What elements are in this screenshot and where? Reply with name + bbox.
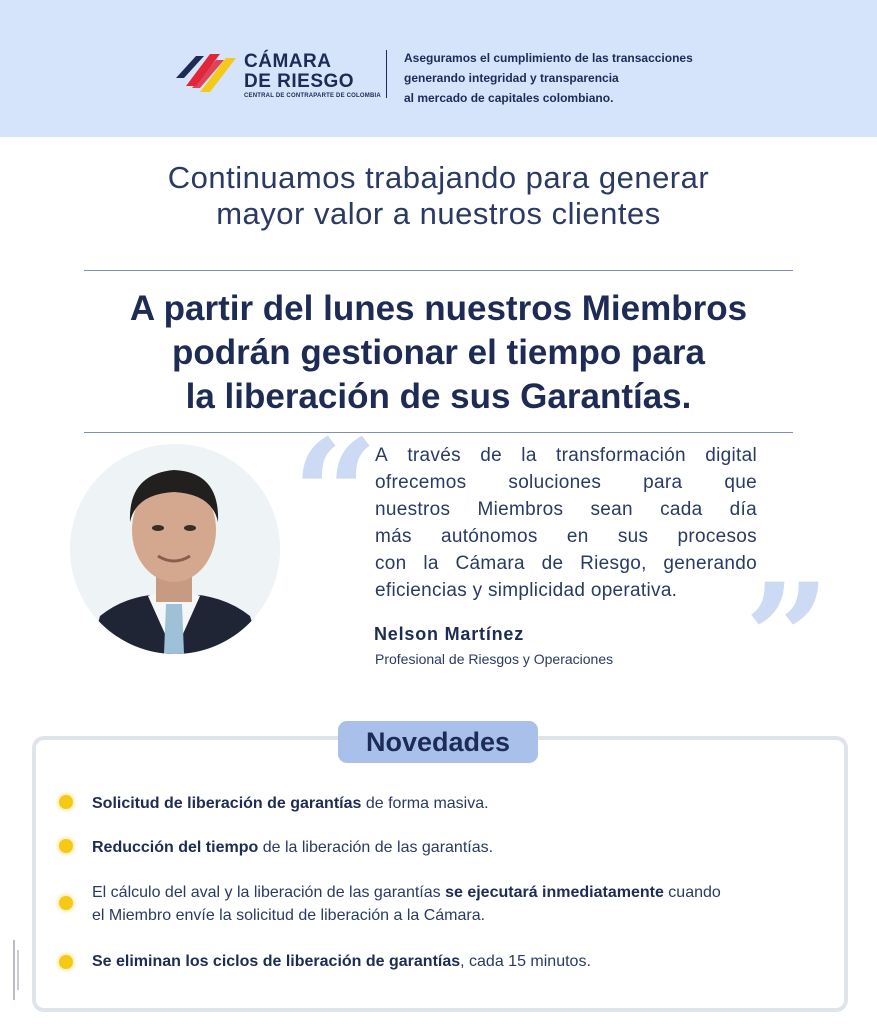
quote-word: para: [643, 472, 683, 493]
novedad-item: [92, 836, 493, 859]
quote-line: [375, 442, 757, 469]
quote-line: [375, 496, 757, 523]
tagline-line: al mercado de capitales colombiano.: [404, 91, 614, 105]
novedad-item-rest: de la liberación de las garantías.: [258, 839, 494, 856]
headline-line: la liberación de sus Garantías.: [185, 377, 692, 416]
quote-word: Miembros: [477, 499, 564, 520]
bullet-dot-icon: [59, 896, 73, 910]
quote-word: en: [566, 526, 589, 547]
quote-word: día: [729, 499, 757, 520]
person-portrait-icon: [70, 444, 280, 654]
author-photo: [70, 444, 280, 654]
open-quote-icon: “: [292, 407, 379, 583]
quote-word: cada: [660, 499, 703, 520]
logo-wordmark-line2: DE RIESGO: [244, 71, 355, 92]
headline-line: podrán gestionar el tiempo para: [172, 333, 705, 372]
header-divider: [386, 50, 387, 98]
novedad-item-line2: el Miembro envíe la solicitud de liberación a la Cámara.: [92, 907, 486, 924]
tagline-line: generando integridad y transparencia: [404, 71, 619, 85]
tagline-line: Aseguramos el cumplimiento de las transacciones: [404, 51, 693, 65]
novedad-item-bold: Reducción del tiempo: [92, 839, 259, 856]
quote-word: soluciones: [508, 472, 602, 493]
author-role: Profesional de Riesgos y Operaciones: [375, 651, 614, 667]
quote-word: que: [724, 472, 757, 493]
headline: [30, 287, 847, 419]
quote-line: [375, 469, 757, 496]
bullet-dot-icon: [59, 795, 73, 809]
divider-bottom: [84, 432, 793, 433]
quote-line: [375, 550, 757, 577]
quote-word: la: [423, 553, 439, 574]
divider-top: [84, 270, 793, 271]
quote-word: Cámara: [455, 553, 525, 574]
quote-word: eficiencias y simplicidad operativa.: [375, 580, 678, 601]
novedad-item: [92, 950, 591, 973]
quote-word: de: [541, 553, 564, 574]
quote-line: [375, 523, 757, 550]
novedades-title: Novedades: [338, 721, 538, 763]
bullet-dot-icon: [59, 955, 73, 969]
novedad-item-rest: cuando: [663, 884, 721, 901]
novedad-item-pre: El cálculo del aval y la liberación de las garantías: [92, 884, 446, 901]
quote-word: de: [480, 445, 502, 466]
author-name: Nelson Martínez: [374, 624, 525, 644]
quote-word: la: [521, 445, 537, 466]
quote-word: Riesgo,: [580, 553, 647, 574]
novedad-item-rest: , cada 15 minutos.: [460, 953, 591, 970]
novedad-item: [92, 792, 489, 815]
novedad-item: [92, 881, 721, 927]
quote-word: generando: [663, 553, 757, 574]
subtitle-line: mayor valor a nuestros clientes: [216, 196, 661, 231]
bullet-dot-icon: [59, 839, 73, 853]
quote-word: transformación: [556, 445, 686, 466]
quote-line: [375, 577, 757, 604]
quote-text: [375, 442, 757, 604]
novedad-item-bold: Solicitud de liberación de garantías: [92, 795, 362, 812]
quote-word: sean: [590, 499, 633, 520]
header-banner: [0, 0, 877, 137]
quote-word: más: [375, 526, 412, 547]
headline-line: A partir del lunes nuestros Miembros: [129, 289, 748, 328]
quote-word: digital: [705, 445, 757, 466]
novedad-item-rest: de forma masiva.: [361, 795, 489, 812]
subtitle-line: Continuamos trabajando para generar: [167, 160, 710, 195]
quote-word: través: [407, 445, 461, 466]
subtitle: [0, 160, 877, 232]
camara-de-riesgo-logo-icon: [174, 48, 238, 94]
novedad-item-bold: Se eliminan los ciclos de liberación de garantías: [92, 953, 461, 970]
quote-word: A: [375, 445, 388, 466]
quote-word: con: [375, 553, 407, 574]
quote-word: procesos: [677, 526, 757, 547]
logo-wordmark-line1: CÁMARA: [244, 51, 332, 72]
quote-word: sus: [617, 526, 649, 547]
quote-word: autónomos: [440, 526, 538, 547]
novedad-item-bold: se ejecutará inmediatamente: [445, 884, 664, 901]
logo-subtitle: CENTRAL DE CONTRAPARTE DE COLOMBIA: [244, 93, 381, 99]
close-quote-icon: ”: [744, 551, 831, 727]
quote-word: ofrecemos: [375, 472, 467, 493]
header-tagline: [404, 48, 734, 108]
legal-fine-print-icon: [10, 940, 22, 1000]
quote-word: nuestros: [375, 499, 451, 520]
